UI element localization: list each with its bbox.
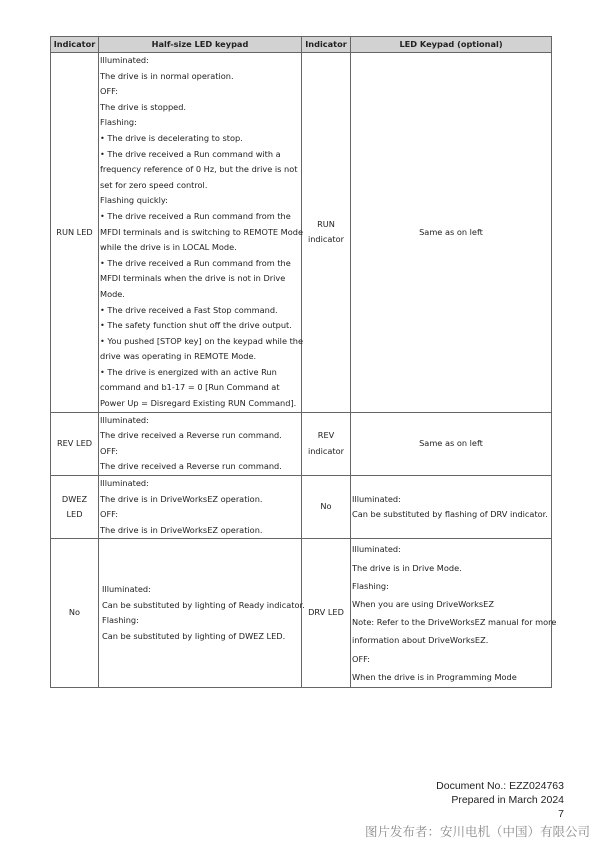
table-row-rev-led	[51, 412, 552, 475]
publisher-watermark: 图片发布者：安川电机（中国）有限公司	[364, 824, 590, 839]
table-header-row	[51, 37, 552, 53]
indicator-2-cell: No	[302, 476, 351, 539]
indicator-cell: No	[51, 539, 99, 688]
indicator-cell: REV LED	[51, 412, 99, 475]
page-number: 7	[558, 808, 564, 820]
optional-keypad-description: Illuminated: Can be substituted by flashing of DRV indicator.	[351, 476, 552, 539]
optional-keypad-description: Same as on left	[351, 412, 552, 475]
half-size-description: Illuminated: The drive is in normal operation. OFF: The drive is stopped. Flashing: • The drive is decelerating to stop. • The drive received a Run command with a frequency reference of 0 Hz, but the drive is not set for zero speed control. Flashing quickly: • The drive received a Run command from the MFDI terminals and is switching to REMOTE Mode while the drive is in LOCAL Mode. • The drive received a Run command from the MFDI terminals when the drive is not in Drive Mode. • The drive received a Fast Stop command. • The safety function shut off the drive output. • You pushed [STOP key] on the keypad while the drive was operating in REMOTE Mode. • The drive is energized with an active Run command and b1-17 = 0 [Run Command at Power Up = Disregard Existing RUN Command].	[99, 53, 302, 413]
indicator-cell: RUN LED	[51, 53, 99, 413]
header-led-keypad-optional: LED Keypad (optional)	[351, 37, 552, 53]
half-size-description: Illuminated: The drive is in DriveWorksEZ operation. OFF: The drive is in DriveWorksEZ operation.	[99, 476, 302, 539]
optional-keypad-description: Illuminated: The drive is in Drive Mode. Flashing: When you are using DriveWorksEZ Note: Refer to the DriveWorksEZ manual for more information about DriveWorksEZ. OFF: When the drive is in Programming Mode	[351, 539, 552, 688]
document-number: Document No.: EZZ024763	[436, 780, 564, 792]
half-size-description: Illuminated: Can be substituted by lighting of Ready indicator. Flashing: Can be substituted by lighting of DWEZ LED.	[99, 539, 302, 688]
led-indicator-table	[50, 36, 557, 688]
indicator-2-cell: RUN indicator	[302, 53, 351, 413]
half-size-description: Illuminated: The drive received a Reverse run command. OFF: The drive received a Reverse run command.	[99, 412, 302, 475]
header-indicator: Indicator	[51, 37, 99, 53]
indicator-2-cell: REV indicator	[302, 412, 351, 475]
indicator-cell: DWEZ LED	[51, 476, 99, 539]
optional-keypad-description: Same as on left	[351, 53, 552, 413]
table-row-drv-led	[51, 539, 552, 688]
prepared-date: Prepared in March 2024	[451, 794, 564, 806]
header-half-size-keypad: Half-size LED keypad	[99, 37, 302, 53]
table-row-dwez-led	[51, 476, 552, 539]
table-row-run-led	[51, 53, 552, 413]
indicator-2-cell: DRV LED	[302, 539, 351, 688]
header-indicator-2: Indicator	[302, 37, 351, 53]
